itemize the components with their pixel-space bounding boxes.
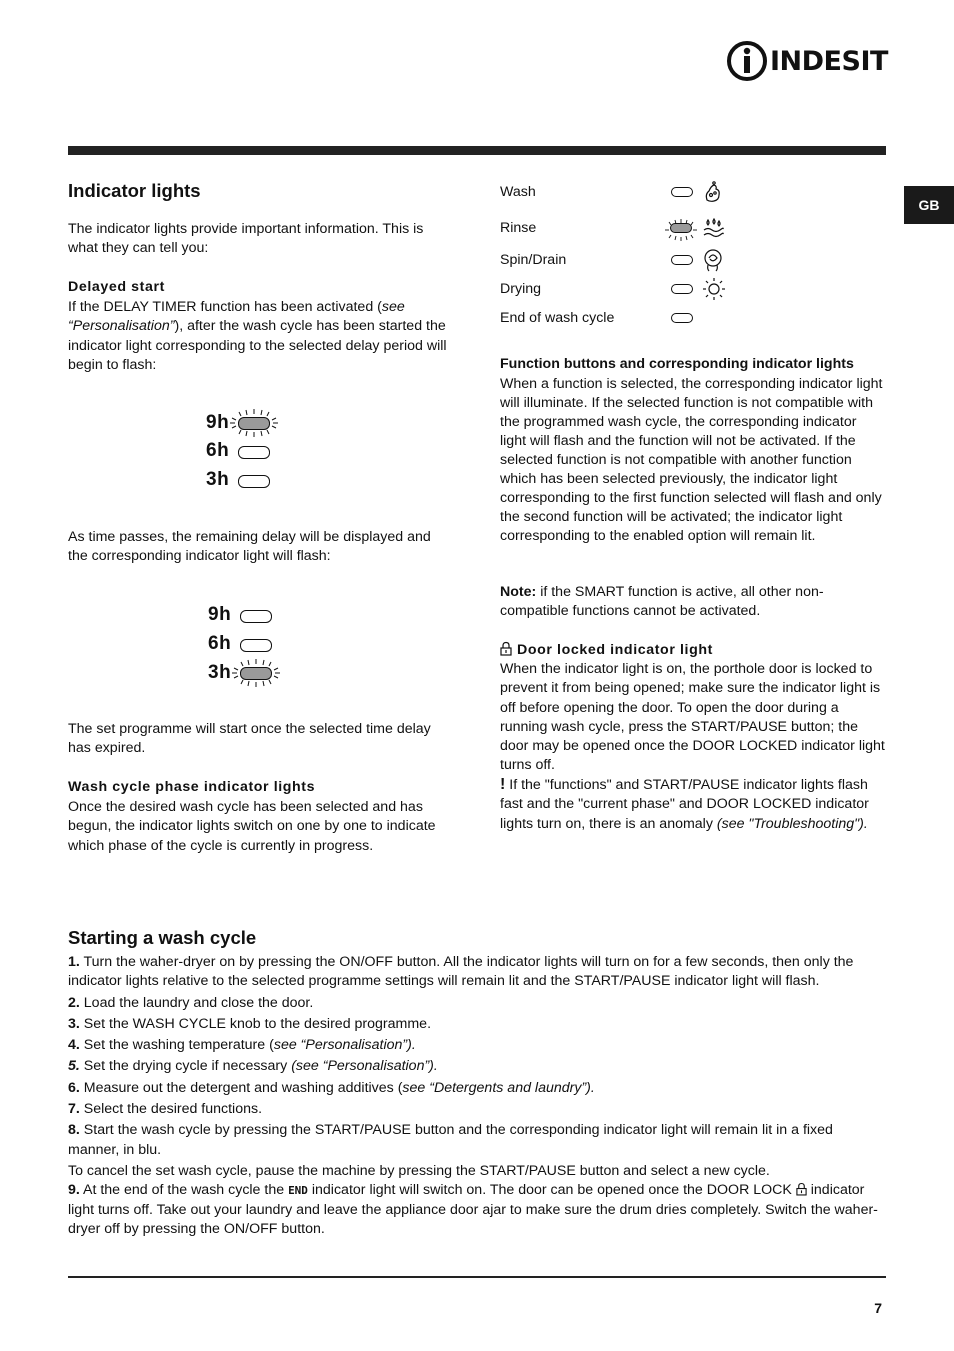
step-1 — [68, 953, 886, 992]
padlock-inline-icon — [796, 1182, 807, 1196]
phase-label-end: End of wash cycle — [500, 310, 615, 326]
step-7 — [68, 1100, 886, 1119]
step-9 — [68, 1181, 886, 1239]
delay-label-9h-b: 9h — [208, 604, 232, 625]
brand-logo — [726, 40, 886, 82]
indicator-intro: The indicator lights provide important information. This is what they can tell you: — [68, 221, 424, 257]
step-4-link: see “Personalisation”). — [273, 1037, 416, 1054]
step-4-num: 4. — [68, 1037, 80, 1054]
delay-lamp-3h — [238, 475, 270, 488]
step-7-num: 7. — [68, 1101, 80, 1118]
phase-label-drying: Drying — [500, 281, 541, 297]
function-note — [500, 583, 886, 622]
language-tab — [904, 186, 954, 224]
end-indicator-label: END — [288, 1184, 308, 1198]
step-6 — [68, 1079, 886, 1098]
step-8-num: 8. — [68, 1122, 80, 1139]
starting-title: Starting a wash cycle — [68, 927, 257, 948]
step-2-num: 2. — [68, 994, 80, 1011]
set-programme-text: The set programme will start once the selected time delay has expired. — [68, 721, 431, 757]
time-passes-text: As time passes, the remaining delay will be displayed and the corresponding indicator light will flash: — [68, 529, 431, 565]
phase-row-wash — [500, 182, 740, 204]
delay-label-3h-b: 3h — [208, 662, 232, 683]
note-label: Note: — [500, 584, 537, 600]
phase-row-spin — [500, 250, 740, 272]
door-locked-title: Door locked indicator light — [517, 642, 713, 658]
delay-row-3h — [206, 469, 229, 491]
delay-row-9h — [206, 412, 229, 434]
delay-label-9h: 9h — [206, 412, 230, 433]
step-4 — [68, 1036, 886, 1055]
function-buttons-title: Function buttons and corresponding indicator lights — [500, 356, 854, 372]
language-tab-label: GB — [918, 197, 940, 213]
delayed-start-text-em: see “Personalisation” — [68, 299, 405, 335]
spin-icon — [702, 248, 724, 272]
step-5-link: (see “Personalisation”). — [291, 1058, 438, 1075]
delay-row-9h-b — [208, 604, 231, 626]
step-3-text: Set the WASH CYCLE knob to the desired programme. — [79, 1015, 432, 1032]
delay-row-3h-b — [208, 662, 231, 684]
step-9-text-a: At the end of the wash cycle the — [79, 1182, 289, 1199]
phase-lamp-drying — [671, 284, 693, 294]
delay-label-6h: 6h — [206, 440, 230, 461]
step-4-text: Set the washing temperature ( — [79, 1037, 274, 1054]
step-1-num: 1. — [68, 954, 80, 970]
warning-text: If the "functions" and START/PAUSE indicator lights flash fast and the "current phase" and DOOR LOCKED indicator lights turn on, there is an anomaly — [500, 777, 869, 832]
door-locked-title-row — [500, 641, 713, 659]
step-7-text: Select the desired functions. — [79, 1101, 263, 1118]
step-2-text: Load the laundry and close the door. — [79, 994, 314, 1011]
phase-label-wash: Wash — [500, 184, 536, 200]
door-locked-text: When the indicator light is on, the porthole door is locked to prevent it from being opened; make sure the indicator light is off before opening the door. To open the door during a running wash cycle, press the START/PAUSE button; the door may be opened once the DOOR LOCKED indicator light turns off. — [500, 661, 885, 774]
step-8-text: Start the wash cycle by pressing the START/PAUSE button and the corresponding indicator light will remain lit in a fixed manner, in blu. — [68, 1122, 833, 1158]
delay-label-6h-b: 6h — [208, 633, 232, 654]
note-text: if the SMART function is active, all other non-compatible functions cannot be activated. — [500, 584, 824, 620]
step-9-num: 9. — [68, 1182, 80, 1199]
wash-icon — [702, 180, 724, 204]
top-rule — [68, 146, 886, 155]
delayed-start-text-b: ), after the wash cycle has been started the indicator light corresponding to the selected delay period will begin to flash: — [68, 318, 447, 373]
step-9-text-c: indicator light turns off. Take out your laundry and leave the appliance door ajar to make sure the drum dries completely. Switch the waher-dryer off by pressing the ON/OFF button. — [68, 1182, 878, 1237]
step-6-text: Measure out the detergent and washing additives ( — [79, 1079, 403, 1096]
delay-indicator-group-1 — [206, 408, 296, 498]
phase-label-rinse: Rinse — [500, 220, 537, 236]
phase-lamp-end — [671, 313, 693, 323]
delay-lamp-3h-b — [240, 667, 272, 680]
phase-row-end — [500, 308, 740, 330]
indicator-lights-title: Indicator lights — [68, 180, 201, 201]
warning-mark: ! — [500, 776, 506, 793]
step-3 — [68, 1015, 886, 1034]
delay-row-6h — [206, 440, 229, 462]
warning-link: (see "Troubleshooting"). — [716, 815, 868, 832]
step-5-text: Set the drying cycle if necessary — [79, 1058, 292, 1075]
delay-lamp-6h — [238, 446, 270, 459]
phase-lights-text: Once the desired wash cycle has been selected and has begun, the indicator lights switch on one by one to indicate which phase of the cycle is currently in progress. — [68, 799, 436, 854]
delay-lamp-9h — [238, 417, 270, 430]
function-buttons-text: When a function is selected, the corresponding indicator light will illuminate. If the selected function is not compatible with the programmed wash cycle, the corresponding indicator light will flash and the function will not be activated. If the selected function is not compatible with another function which has been selected previously, the indicator light corresponding to the first function selected will flash and only the second function will be activated; the indicator light corresponding to the enabled option will remain lit. — [500, 376, 883, 544]
step-9-text-b: indicator light will switch on. The door can be opened once the DOOR LOCK — [307, 1182, 796, 1199]
phase-lamp-wash — [671, 187, 693, 197]
delay-label-3h: 3h — [206, 469, 230, 490]
brand-logo-mark — [726, 40, 768, 82]
door-locked-warning — [500, 775, 886, 834]
step-5 — [68, 1057, 886, 1076]
bottom-rule — [68, 1276, 886, 1278]
starting-steps — [68, 953, 886, 1239]
phase-row-drying — [500, 279, 740, 301]
phase-lamp-rinse — [670, 223, 692, 233]
step-1-text: Turn the waher-dryer on by pressing the ON/OFF button. All the indicator lights will turn on for a few seconds, then only the indicator lights relative to the selected programme settings will remain lit and the START/PAUSE indicator light will flash. — [68, 954, 854, 990]
delayed-start-text-a: If the DELAY TIMER function has been activated ( — [68, 299, 382, 315]
step-6-num: 6. — [68, 1079, 80, 1096]
drying-icon — [702, 277, 726, 301]
delay-row-6h-b — [208, 633, 231, 655]
delayed-start-title: Delayed start — [68, 279, 165, 295]
delay-lamp-9h-b — [240, 610, 272, 623]
delay-indicator-group-2 — [208, 600, 298, 692]
phase-row-rinse — [500, 218, 740, 240]
step-8 — [68, 1121, 886, 1160]
step-5-num: 5. — [68, 1058, 80, 1075]
phase-lights-title: Wash cycle phase indicator lights — [68, 779, 316, 795]
cancel-text: To cancel the set wash cycle, pause the machine by pressing the START/PAUSE button and select a new cycle. — [68, 1162, 770, 1179]
step-6-link: see “Detergents and laundry”). — [402, 1079, 595, 1096]
phase-lamp-spin — [671, 255, 693, 265]
step-2 — [68, 994, 886, 1013]
rinse-icon — [702, 216, 724, 240]
brand-name: INDESIT — [770, 46, 888, 77]
page-number: 7 — [874, 1300, 882, 1316]
delay-lamp-6h-b — [240, 639, 272, 652]
step-3-num: 3. — [68, 1015, 80, 1032]
delayed-start-text — [68, 298, 453, 375]
phase-label-spin: Spin/Drain — [500, 252, 567, 268]
padlock-icon — [500, 641, 512, 656]
